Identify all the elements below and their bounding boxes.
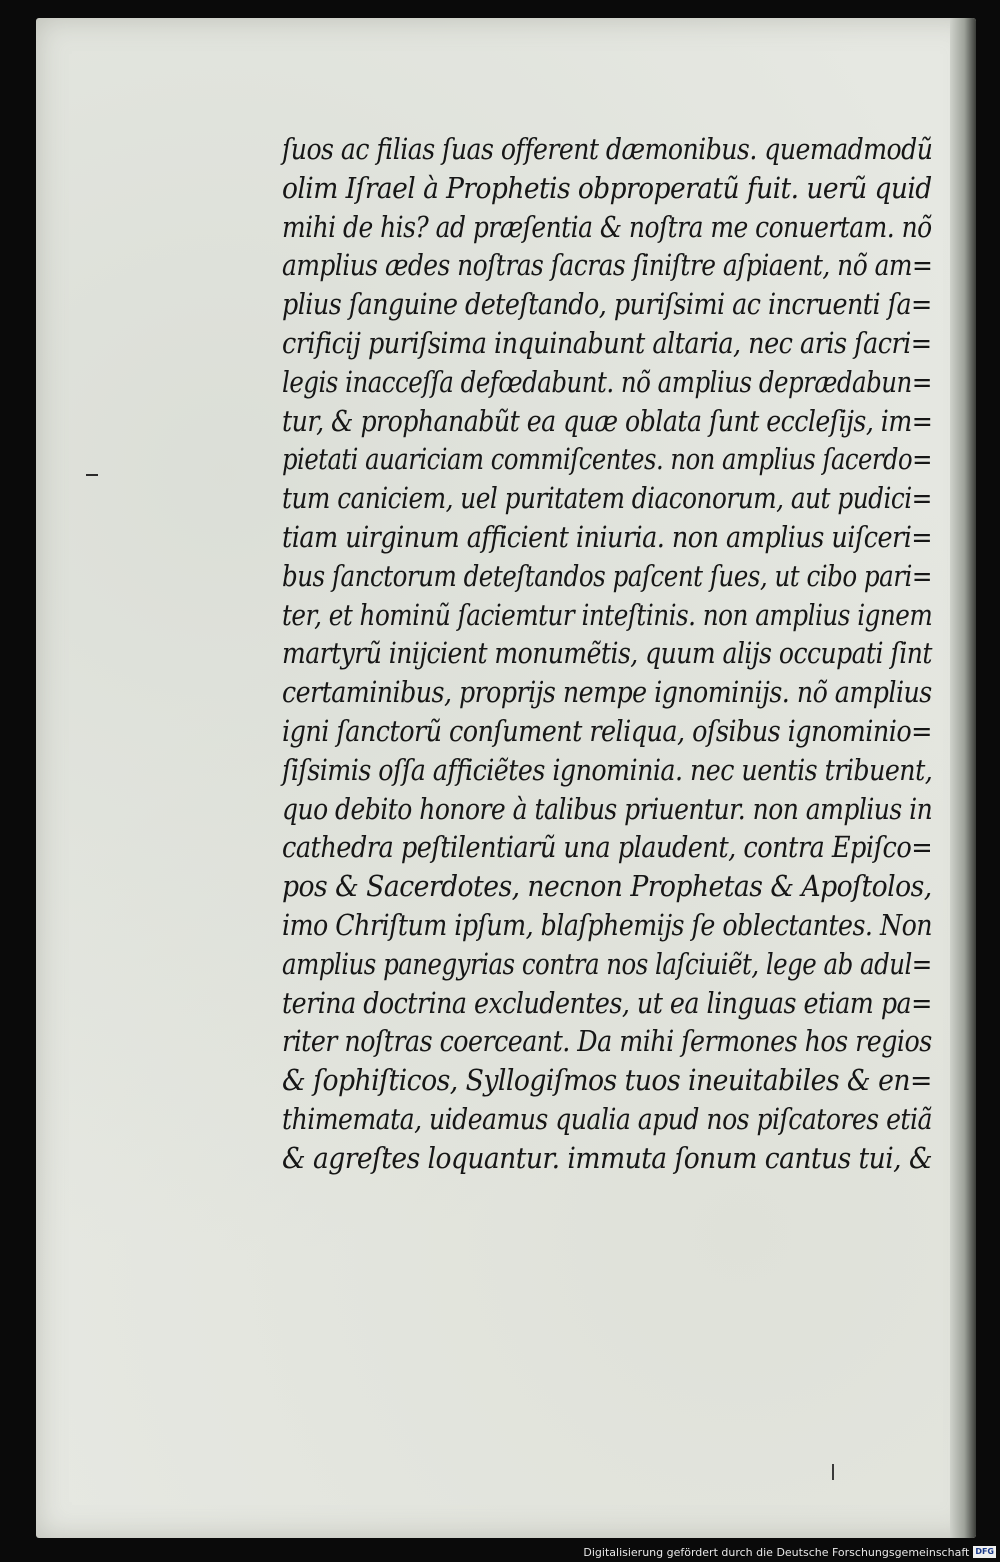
text-line: amplius ædes noſtras ſacras ſiniſtre aſpiaent, nõ am=: [282, 248, 933, 283]
text-line: mihi de his? ad præſentia & noſtra me conuertam. nõ: [282, 209, 932, 244]
text-line: ſiſsimis oſſa afficiẽtes ignominia. nec uentis tribuent,: [282, 752, 933, 787]
funding-credit: Digitalisierung gefördert durch die Deutsche Forschungsgemeinschaft: [583, 1545, 970, 1559]
text-line: plius ſanguine deteſtando, puriſsimi ac incruenti ſa=: [282, 287, 932, 322]
text-line: pietati auariciam commiſcentes. non amplius ſacerdo=: [282, 442, 933, 477]
text-line: imo Chriſtum ipſum, blaſphemijs ſe oblectantes. Non: [282, 907, 933, 942]
text-line: crificij puriſsima inquinabunt altaria, nec aris ſacri=: [282, 325, 932, 360]
text-line: tiam uirginum afficient iniuria. non amplius uiſceri=: [282, 519, 933, 554]
text-line: riter noſtras coerceant. Da mihi ſermones hos regios: [282, 1024, 932, 1059]
text-line: terina doctrina excludentes, ut ea linguas etiam pa=: [282, 985, 932, 1020]
text-line: tum caniciem, uel puritatem diaconorum, aut pudici=: [282, 481, 932, 516]
text-line: olim Iſrael à Prophetis obproperatũ fuit. uerũ quid: [282, 170, 932, 205]
text-line: pos & Sacerdotes, necnon Prophetas & Apoſtolos,: [282, 869, 932, 904]
page-text: [282, 130, 942, 1178]
text-line: & ſophiſticos, Syllogiſmos tuos ineuitabiles & en=: [282, 1063, 932, 1098]
dfg-logo-icon: DFG: [975, 1547, 994, 1556]
text-line: tur, & prophanabũt ea quæ oblata ſunt eccleſijs, im=: [282, 403, 933, 438]
text-line: thimemata, uideamus qualia apud nos piſcatores etiã: [282, 1101, 932, 1136]
book-page: [36, 18, 976, 1538]
text-line: ſuos ac filias ſuas offerent dæmonibus. quemadmodũ: [282, 132, 933, 166]
page-gutter-shadow: [950, 18, 976, 1538]
text-line: cathedra peſtilentiarũ una plaudent, contra Epiſco=: [282, 830, 933, 865]
text-line: bus ſanctorum deteſtandos paſcent ſues, ut cibo pari=: [282, 558, 932, 593]
text-line: ter, et hominũ ſaciemtur inteſtinis. non amplius ignem: [282, 597, 933, 632]
text-line: legis inacceſſa defœdabunt. nõ amplius deprædabun=: [282, 364, 932, 399]
text-line: igni ſanctorũ conſument reliqua, oſsibus ignominio=: [282, 713, 932, 748]
text-line: martyrũ inijcient monumẽtis, quum alijs occupati ſint: [282, 636, 932, 671]
text-line: & agreſtes loquantur. immuta ſonum cantus tui, &: [282, 1140, 933, 1175]
text-line: certaminibus, proprijs nempe ignominijs. nõ amplius: [282, 675, 932, 710]
text-line: quo debito honore à talibus priuentur. non amplius in: [282, 791, 933, 826]
signature-mark: [832, 1464, 834, 1480]
text-line: amplius panegyrias contra nos laſciuiẽt, lege ab adul=: [282, 946, 932, 981]
margin-mark: [86, 474, 98, 476]
footer-bar: [0, 1542, 1000, 1562]
